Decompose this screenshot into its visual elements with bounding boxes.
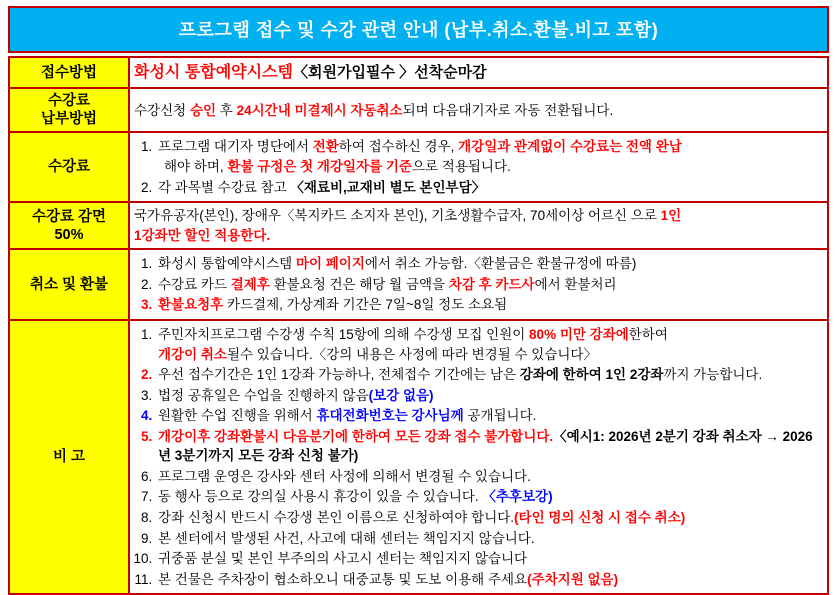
cancel-3a: 환불요청후 (158, 297, 224, 313)
note-segment: 개강이후 강좌환불시 다음분기에 한하여 모든 강좌 접수 불가합니다. (158, 428, 554, 444)
payment-t5: 되며 다음대기자로 자동 전환됩니다. (402, 102, 614, 118)
note-segment: 강좌에 한하여 1인 2강좌 (519, 367, 664, 383)
row-label-discount (9, 202, 129, 249)
note-segment: 휴대전화번호는 강사님께 (316, 408, 464, 424)
payment-label-line1: 수강료 (47, 93, 91, 110)
fee-1a: 프로그램 대기자 명단에서 (158, 139, 313, 155)
cancel-2c: 환불요청 건은 해당 월 금액을 (269, 276, 449, 292)
fee-1h: 으로 적용됩니다. (411, 159, 511, 174)
note-segment: 원활한 수업 진행을 위해서 (158, 408, 317, 424)
table-row-notes (9, 320, 828, 594)
table-row-payment (9, 88, 828, 132)
list-item (156, 275, 823, 295)
row-label-cancel: 취소 및 환불 (9, 249, 129, 320)
note-segment: 개강이 취소 (158, 346, 227, 362)
list-item (156, 427, 823, 466)
note-segment: 법정 공휴일은 수업을 진행하지 않음 (158, 387, 369, 403)
table-row-fee (9, 132, 828, 202)
list-item (156, 325, 823, 364)
cancel-1c: 에서 취소 가능함.〈환불금은 환불규정에 따름) (364, 256, 637, 272)
fee-1e: 전액 완납 (625, 139, 682, 155)
note-segment: (주차지원 없음) (527, 571, 619, 587)
payment-label-line2: 납부방법 (40, 111, 98, 128)
note-segment: 동 행사 등으로 강의실 사용시 휴강이 있을 수 있습니다. (158, 489, 483, 505)
fee-1c: 하여 접수하신 경우, (338, 139, 459, 155)
payment-auto-cancel: 24시간내 미결제시 자동취소 (236, 102, 403, 118)
method-firstcome-note: 선착순마감 (414, 64, 487, 81)
list-item (156, 178, 823, 198)
row-content-notes (129, 320, 828, 594)
page-title: 프로그램 접수 및 수강 관련 안내 (납부.취소.환불.비고 포함) (8, 6, 829, 53)
row-content-discount (129, 202, 828, 249)
fee-2b: 〈재료비,교재비 별도 본인부담〉 (290, 179, 486, 195)
note-segment: 〈추후보강) (482, 489, 553, 505)
note-segment: 〈예시1: 2026년 2분기 강좌 취소자 → 2026년 3분기까지 모든 강좌 신청 불가) (158, 428, 813, 464)
note-segment: 귀중품 분실 및 본인 부주의의 사고시 센터는 책임지지 않습니다 (158, 551, 528, 567)
note-segment: 될수 있습니다.〈강의 내용은 사정에 따라 변경될 수 있습니다〉 (226, 346, 597, 362)
note-segment: 강좌 신청시 반드시 수강생 본인 이름으로 신청하여야 합니다. (158, 510, 515, 525)
row-label-notes: 비 고 (9, 320, 129, 594)
table-row-cancel (9, 249, 828, 320)
row-content-fee (129, 132, 828, 202)
list-item (156, 254, 823, 274)
list-item (156, 529, 823, 549)
cancel-2e: 에서 환불처리 (534, 276, 617, 292)
list-item (156, 386, 823, 406)
row-content-payment (129, 88, 828, 132)
note-segment: (타인 명의 신청 시 접수 취소) (514, 510, 686, 525)
list-item (156, 487, 823, 507)
row-label-fee: 수강료 (9, 132, 129, 202)
payment-approve: 승인 (189, 102, 217, 118)
method-membership-note: 〈회원가입필수 〉 (293, 64, 415, 81)
row-content-cancel (129, 249, 828, 320)
fee-1d: 개강일과 관계없이 수강료는 (458, 139, 626, 155)
note-segment: 본 센터에서 발생된 사건, 사고에 대해 센터는 책임지지 않습니다. (158, 530, 535, 546)
cancel-1b: 마이 페이지 (295, 256, 365, 272)
row-label-method: 접수방법 (9, 57, 129, 88)
discount-t3: 1강좌만 할인 적용한다. (134, 227, 271, 243)
row-content-method (129, 57, 828, 88)
discount-label-line2: 50% (54, 226, 84, 243)
cancel-2a: 수강료 카드 (158, 276, 231, 292)
cancel-3b: 카드결제, 가상계좌 기간은 7일~8일 정도 소요됨 (223, 297, 508, 313)
list-item (156, 137, 823, 176)
note-segment: (보강 없음) (368, 387, 434, 403)
notice-table (8, 56, 829, 595)
note-segment: 80% 미만 강좌에 (529, 326, 629, 342)
fee-1f: 해야 하며, (164, 159, 228, 174)
fee-2a: 각 과목별 수강료 참고 (158, 179, 291, 195)
cancel-2d: 차감 후 카드사 (448, 276, 535, 292)
list-item (156, 549, 823, 569)
note-segment: 본 건물은 주차장이 협소하오니 대중교통 및 도보 이용해 주세요 (158, 571, 528, 587)
note-segment: 우선 접수기간은 1인 1강좌 가능하나, 전체접수 기간에는 남은 (158, 367, 520, 383)
discount-label-line1: 수강료 감면 (31, 208, 107, 225)
fee-1b: 전환 (312, 139, 339, 155)
note-segment: 까지 가능합니다. (663, 367, 763, 383)
note-segment: 주민자치프로그램 수강생 수칙 15항에 의해 수강생 모집 인원이 (158, 326, 530, 342)
notes-list (134, 325, 823, 589)
list-item (156, 295, 823, 315)
fee-1g: 환불 규정은 첫 개강일자를 기준 (227, 159, 412, 174)
method-system-name: 화성시 통합예약시스템 (134, 64, 294, 81)
cancel-2b: 결제후 (230, 276, 270, 292)
cancel-list (134, 254, 823, 315)
list-item (156, 570, 823, 590)
list-item (156, 508, 823, 528)
table-row-method (9, 57, 828, 88)
list-item (156, 467, 823, 487)
list-item (156, 406, 823, 426)
note-segment: 프로그램 운영은 강사와 센터 사정에 의해서 변경될 수 있습니다. (158, 468, 531, 484)
table-row-discount (9, 202, 828, 249)
payment-t1: 수강신청 (134, 102, 187, 118)
discount-t1: 국가유공자(본인), 장애우〈복지카드 소지자 본인), 기초생활수급자, 70세이상 어르신 으로 (134, 208, 661, 224)
discount-t2: 1인 (660, 208, 682, 224)
fee-list (134, 137, 823, 197)
payment-t3: 후 (219, 102, 233, 118)
row-label-payment (9, 88, 129, 132)
note-segment: 공개됩니다. (463, 408, 537, 424)
cancel-1a: 화성시 통합예약시스템 (158, 256, 296, 272)
list-item (156, 365, 823, 385)
note-segment: 한하여 (628, 326, 668, 342)
